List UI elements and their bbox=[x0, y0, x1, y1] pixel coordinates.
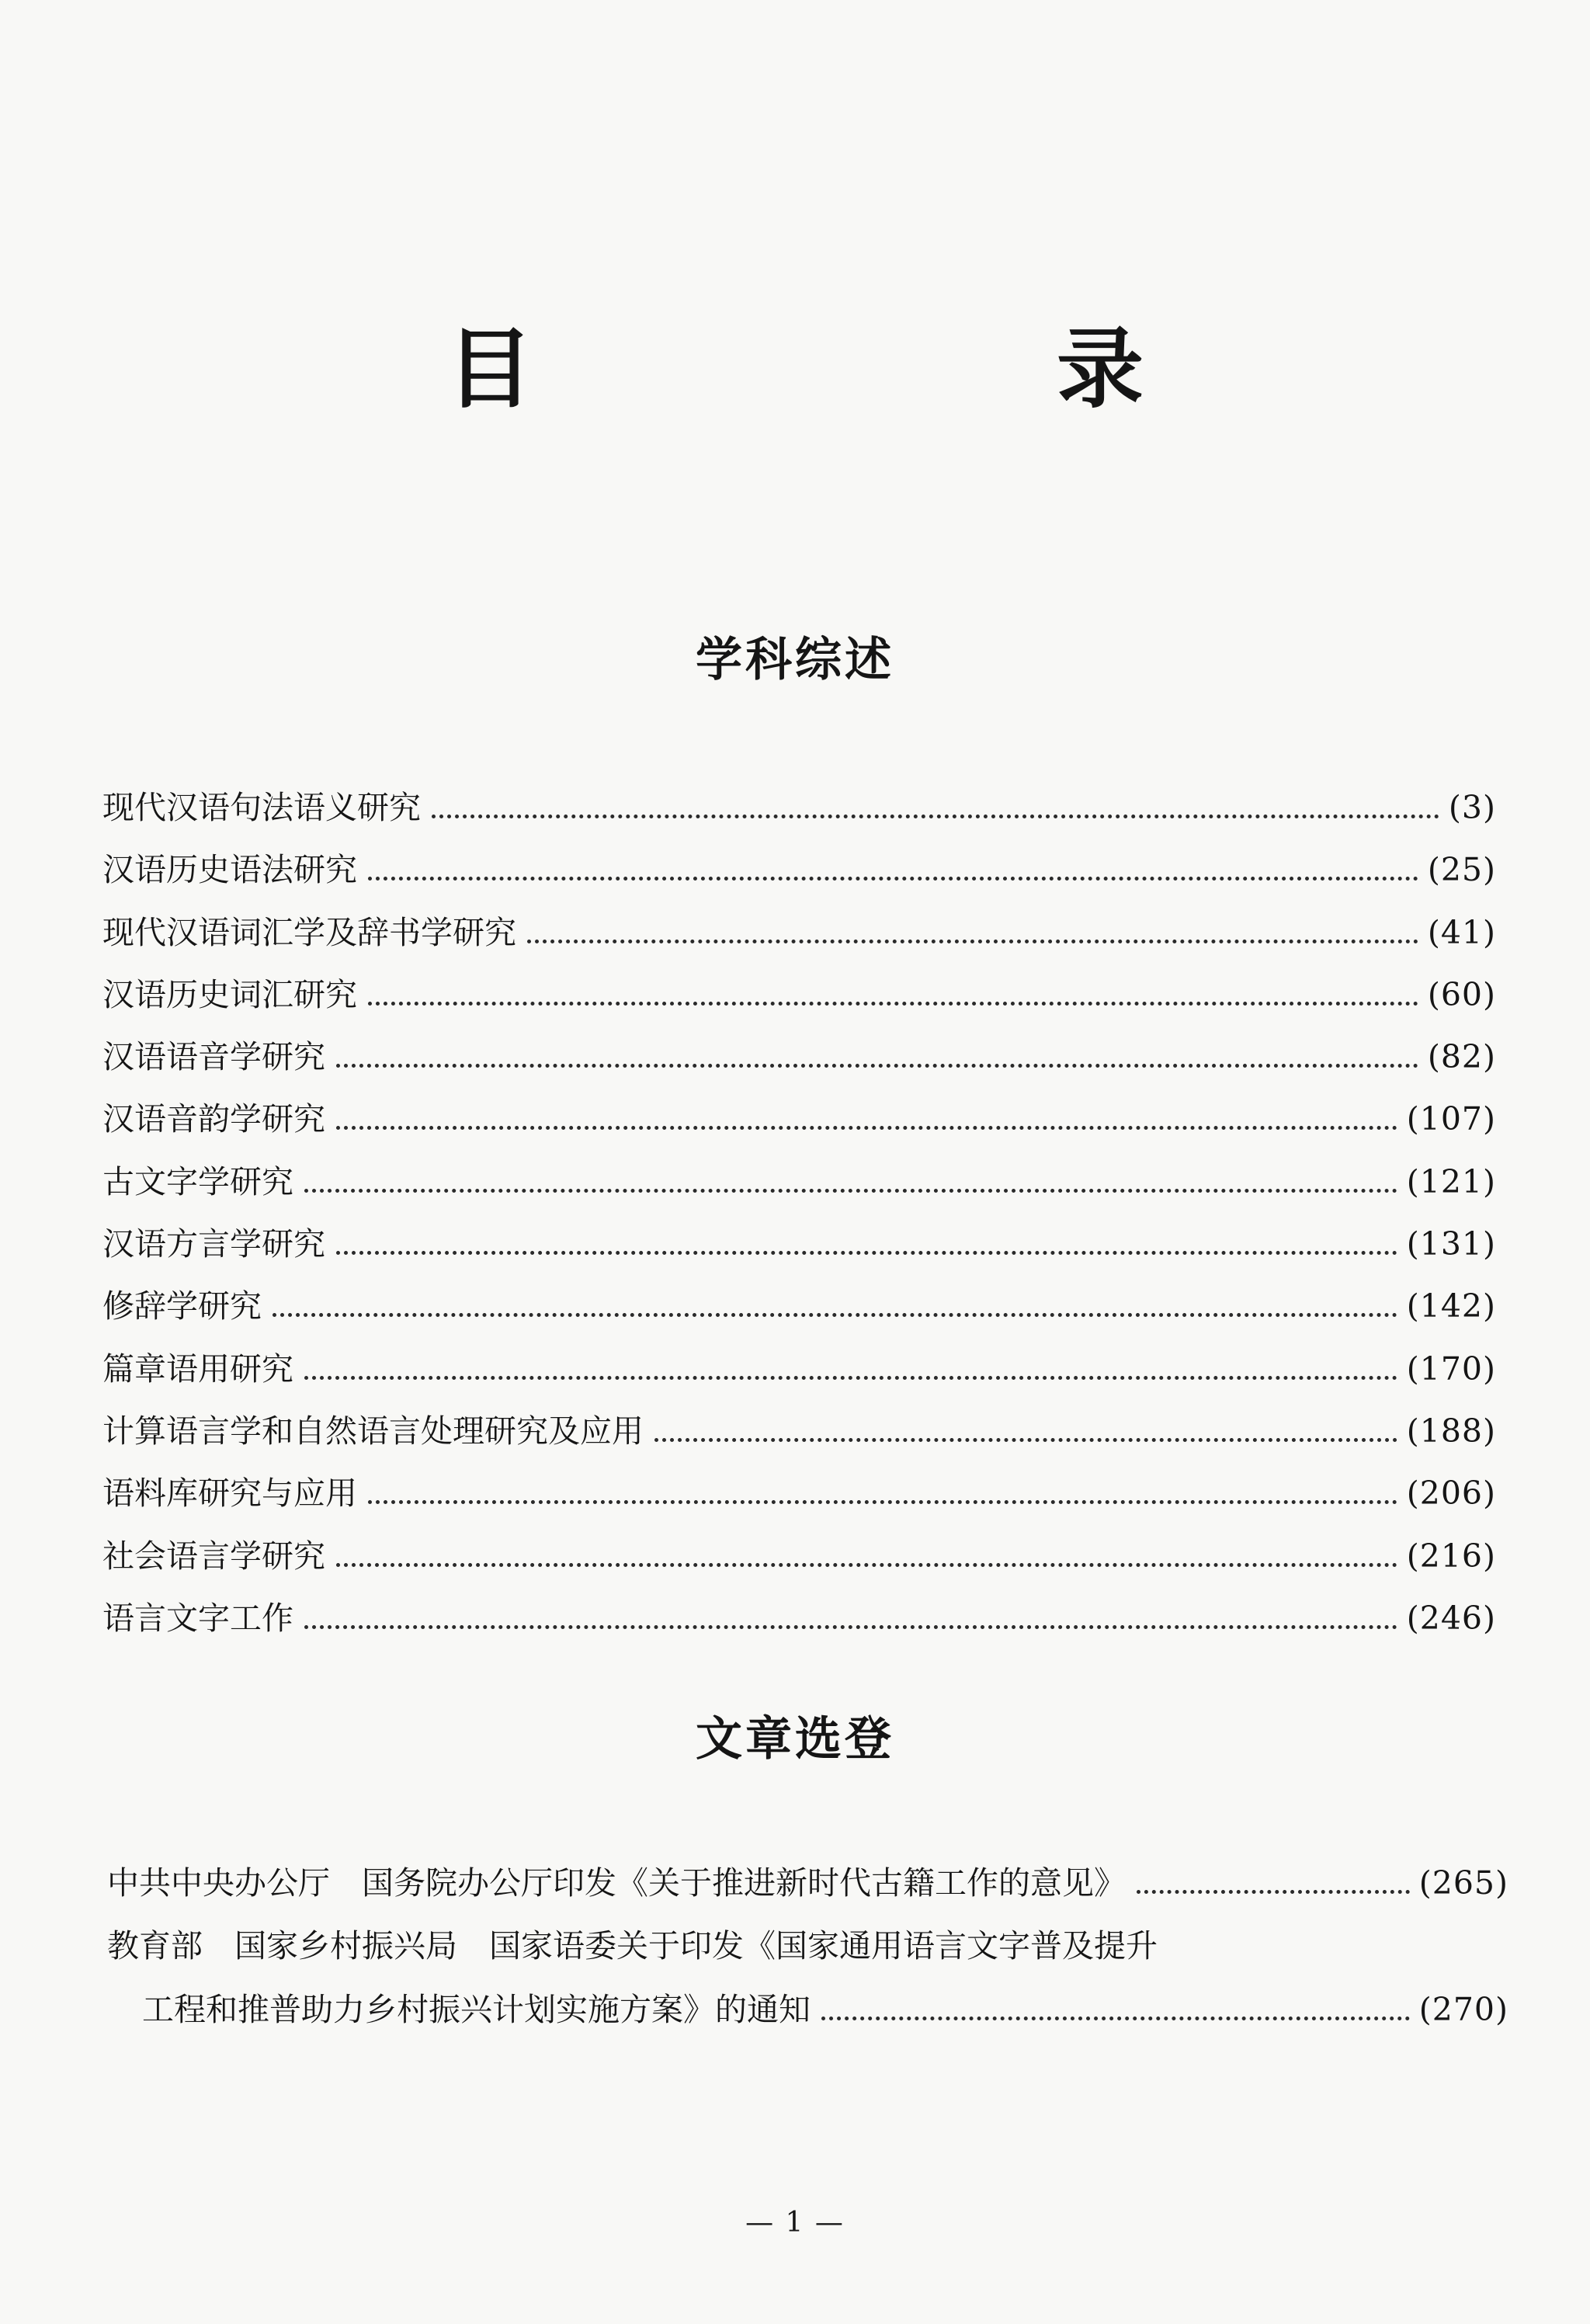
page-title: 目 录 bbox=[446, 319, 1260, 420]
toc-entry-page: (3) bbox=[1448, 789, 1496, 826]
toc-entry[interactable] bbox=[102, 1213, 1496, 1275]
toc-entry[interactable] bbox=[102, 1338, 1496, 1400]
toc-entry-title: 汉语音韵学研究 bbox=[102, 1100, 325, 1138]
toc-entry-page: (107) bbox=[1406, 1100, 1496, 1138]
toc-entry[interactable] bbox=[102, 1587, 1496, 1649]
toc-entry-title: 汉语语音学研究 bbox=[102, 1038, 325, 1076]
toc-entry-title: 汉语历史词汇研究 bbox=[102, 975, 357, 1013]
toc-entry[interactable] bbox=[102, 776, 1496, 839]
toc-entry[interactable] bbox=[102, 1525, 1496, 1587]
dot-leader bbox=[368, 1002, 1418, 1006]
toc-entry[interactable] bbox=[102, 1400, 1496, 1462]
dot-leader bbox=[821, 2017, 1410, 2020]
toc-entry[interactable] bbox=[102, 1462, 1496, 1524]
section-heading-articles: 文章选登 bbox=[696, 1712, 894, 1766]
toc-entry[interactable] bbox=[102, 1088, 1496, 1150]
toc-entry[interactable] bbox=[102, 964, 1496, 1026]
section-heading-survey: 学科综述 bbox=[696, 633, 894, 687]
toc-entry-title: 语料库研究与应用 bbox=[102, 1475, 357, 1513]
toc-list-articles bbox=[107, 1852, 1508, 2041]
toc-entry[interactable] bbox=[102, 1151, 1496, 1213]
dot-leader bbox=[336, 1064, 1418, 1068]
dot-leader bbox=[304, 1189, 1397, 1193]
dot-leader bbox=[336, 1251, 1397, 1255]
toc-entry-title: 教育部 国家乡村振兴局 国家语委关于印发《国家通用语言文字普及提升 bbox=[107, 1927, 1158, 1965]
toc-entry[interactable] bbox=[107, 1852, 1508, 1914]
toc-entry-page: (82) bbox=[1427, 1038, 1496, 1076]
toc-entry-title: 计算语言学和自然语言处理研究及应用 bbox=[102, 1412, 644, 1450]
toc-entry-page: (170) bbox=[1406, 1350, 1496, 1388]
toc-list-survey bbox=[102, 776, 1496, 1649]
dot-leader bbox=[304, 1625, 1397, 1629]
toc-entry-page: (246) bbox=[1406, 1599, 1496, 1637]
toc-entry-page: (265) bbox=[1418, 1864, 1508, 1902]
toc-entry-title: 篇章语用研究 bbox=[102, 1350, 293, 1388]
toc-entry-title: 修辞学研究 bbox=[102, 1287, 262, 1325]
toc-entry-title: 古文字学研究 bbox=[102, 1162, 293, 1200]
toc-entry-page: (121) bbox=[1406, 1162, 1496, 1200]
toc-entry-page: (41) bbox=[1427, 913, 1496, 951]
toc-entry-page: (270) bbox=[1418, 1991, 1508, 2029]
toc-entry-title: 现代汉语句法语义研究 bbox=[102, 789, 421, 826]
toc-entry-continuation[interactable] bbox=[107, 1978, 1508, 2041]
page-number: — 1 — bbox=[745, 2207, 845, 2239]
toc-entry-page: (131) bbox=[1406, 1225, 1496, 1263]
toc-entry-page: (25) bbox=[1427, 851, 1496, 889]
toc-entry-page: (216) bbox=[1406, 1537, 1496, 1575]
toc-entry-title: 中共中央办公厅 国务院办公厅印发《关于推进新时代古籍工作的意见》 bbox=[107, 1864, 1126, 1902]
toc-entry-title: 社会语言学研究 bbox=[102, 1537, 325, 1575]
dot-leader bbox=[527, 940, 1418, 943]
toc-entry-page: (60) bbox=[1427, 975, 1496, 1013]
toc-entry-title: 语言文字工作 bbox=[102, 1599, 293, 1637]
toc-entry-page: (206) bbox=[1406, 1475, 1496, 1513]
dot-leader bbox=[368, 877, 1418, 881]
dot-leader bbox=[336, 1563, 1397, 1567]
toc-entry[interactable] bbox=[102, 1275, 1496, 1337]
toc-entry-title: 汉语历史语法研究 bbox=[102, 851, 357, 889]
dot-leader bbox=[336, 1126, 1397, 1130]
toc-entry-title: 现代汉语词汇学及辞书学研究 bbox=[102, 913, 516, 951]
dot-leader bbox=[304, 1376, 1397, 1380]
toc-entry[interactable] bbox=[102, 901, 1496, 964]
dot-leader bbox=[273, 1313, 1397, 1317]
toc-entry[interactable] bbox=[102, 1026, 1496, 1088]
toc-entry-title: 汉语方言学研究 bbox=[102, 1225, 325, 1263]
toc-entry-page: (142) bbox=[1406, 1287, 1496, 1325]
dot-leader bbox=[1137, 1890, 1410, 1894]
toc-entry-title-continued: 工程和推普助力乡村振兴计划实施方案》的通知 bbox=[142, 1991, 811, 2029]
toc-entry-first-line[interactable] bbox=[107, 1914, 1508, 1978]
dot-leader bbox=[368, 1500, 1397, 1504]
toc-entry[interactable] bbox=[102, 839, 1496, 901]
dot-leader bbox=[654, 1438, 1397, 1442]
toc-entry-page: (188) bbox=[1406, 1412, 1496, 1450]
dot-leader bbox=[432, 815, 1439, 818]
